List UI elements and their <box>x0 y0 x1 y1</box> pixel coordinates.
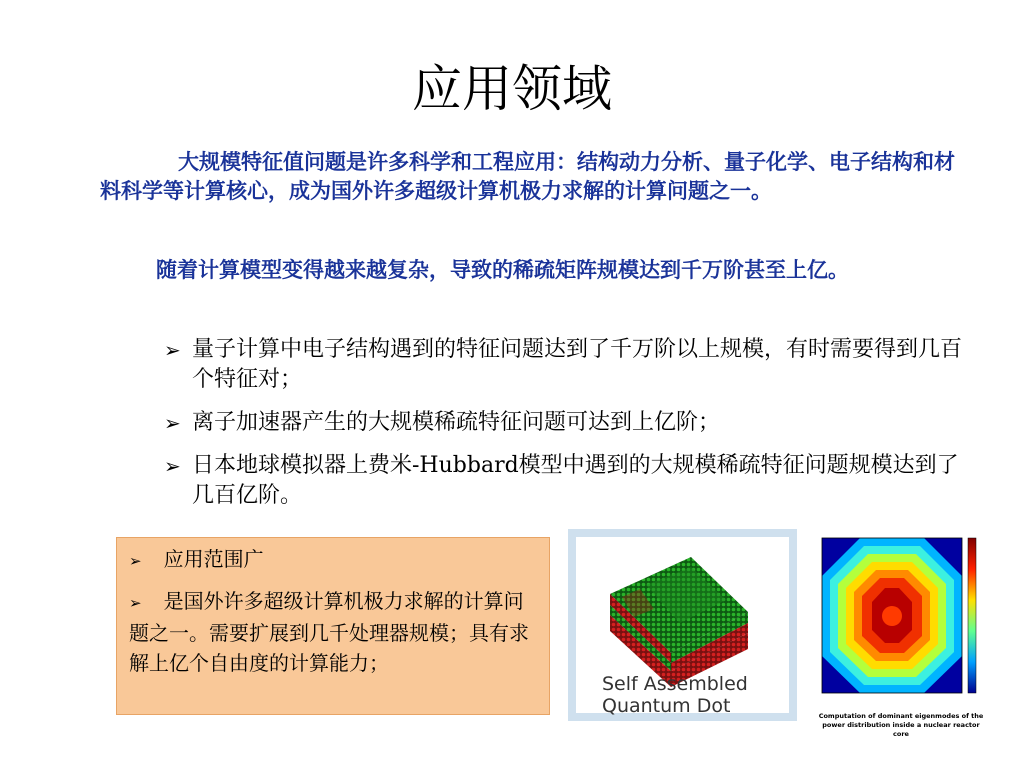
box-item-text: 是国外许多超级计算机极力求解的计算问题之一。需要扩展到几千处理器规模；具有求解上亿个自由度的计算能力； <box>129 589 529 675</box>
reactor-heatmap-image <box>810 532 990 732</box>
reactor-heatmap <box>810 532 990 712</box>
list-item <box>160 335 968 395</box>
list-item <box>160 408 968 438</box>
bullet-list <box>160 335 968 524</box>
intro-paragraph: 大规模特征值问题是许多科学和工程应用：结构动力分析、量子化学、电子结构和材料科学等计算核心，成为国外许多超级计算机极力求解的计算问题之一。 <box>100 150 955 203</box>
arrow-bullet-icon: ➢ <box>164 454 181 478</box>
summary-box <box>116 537 550 715</box>
bullet-text: 量子计算中电子结构遇到的特征问题达到了千万阶以上规模，有时需要得到几百个特征对； <box>192 337 963 392</box>
arrow-bullet-icon: ➢ <box>164 411 181 435</box>
arrow-bullet-icon: ➢ <box>129 594 142 612</box>
reactor-caption: Computation of dominant eigenmodes of the power distribution inside a nuclear reactor core <box>818 712 984 738</box>
list-item <box>129 544 537 576</box>
list-item <box>129 586 537 678</box>
list-item <box>160 451 968 511</box>
quantum-dot-image <box>568 529 797 721</box>
box-item-text: 应用范围广 <box>163 547 264 571</box>
bullet-text: 日本地球模拟器上费米-Hubbard模型中遇到的大规模稀疏特征问题规模达到了几百亿阶。 <box>192 453 959 508</box>
bullet-text: 离子加速器产生的大规模稀疏特征问题可达到上亿阶； <box>192 410 721 435</box>
complexity-paragraph: 随着计算模型变得越来越复杂，导致的稀疏矩阵规模达到千万阶甚至上亿。 <box>156 258 849 282</box>
arrow-bullet-icon: ➢ <box>129 552 142 570</box>
quantum-dot-caption: Self Assembled Quantum Dot <box>602 673 748 717</box>
slide-title: 应用领域 <box>412 60 612 118</box>
arrow-bullet-icon: ➢ <box>164 338 181 362</box>
